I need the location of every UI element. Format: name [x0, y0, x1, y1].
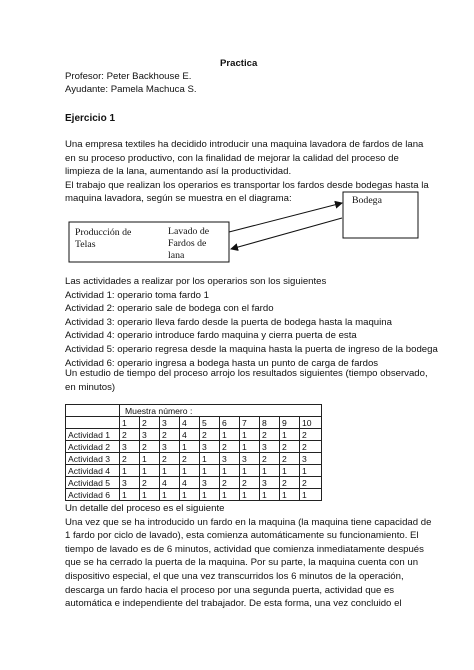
column-header: 3	[160, 417, 180, 429]
column-header: 6	[220, 417, 240, 429]
column-header: 2	[140, 417, 160, 429]
table-columns-row	[66, 417, 322, 429]
table-cell: 3	[260, 477, 280, 489]
activity-item: Actividad 3: operario lleva fardo desde la puerta de bodega hasta la maquina	[65, 316, 392, 328]
assistant-line: Ayudante: Pamela Machuca S.	[65, 84, 197, 95]
detail-line: 1 fardo por ciclo de lavado), esta comienza automáticamente su funcionamiento. El	[65, 530, 419, 542]
activity-item: Actividad 6: operario ingresa a bodega hasta un punto de carga de fardos	[65, 357, 379, 369]
table-cell: 1	[180, 489, 200, 501]
table-cell: 3	[200, 441, 220, 453]
table-cell: 4	[180, 429, 200, 441]
column-header: 5	[200, 417, 220, 429]
production-label	[75, 227, 131, 251]
intro-line: en su proceso productivo, con la finalidad de mejorar la calidad del proceso de	[65, 152, 399, 164]
table-cell: 4	[160, 477, 180, 489]
table-cell: 1	[180, 441, 200, 453]
table-row	[66, 429, 322, 441]
column-header: 8	[260, 417, 280, 429]
table-cell: 2	[300, 477, 322, 489]
table-cell: 1	[220, 489, 240, 501]
table-cell: 2	[200, 429, 220, 441]
column-header: 7	[240, 417, 260, 429]
table-row	[66, 465, 322, 477]
intro-line: maquina lavadora, según se muestra en el diagrama:	[65, 193, 292, 205]
table-cell: 1	[220, 465, 240, 477]
table-cell: 1	[280, 465, 300, 477]
row-label: Actividad 4	[66, 465, 120, 477]
row-label: Actividad 6	[66, 489, 120, 501]
column-header: 1	[120, 417, 140, 429]
activity-item: Actividad 1: operario toma fardo 1	[65, 289, 209, 301]
table-header: Muestra número :	[120, 405, 322, 417]
activity-item: Actividad 5: operario regresa desde la maquina hasta la puerta de ingreso de la bodega	[65, 343, 438, 355]
study-intro	[65, 367, 428, 394]
table-header-row	[66, 405, 322, 417]
time-study-table	[65, 404, 322, 501]
row-label: Actividad 1	[66, 429, 120, 441]
table-cell: 2	[260, 429, 280, 441]
table-cell: 1	[120, 465, 140, 477]
table-cell: 1	[220, 429, 240, 441]
table-cell: 1	[300, 489, 322, 501]
table-cell: 2	[140, 477, 160, 489]
table-cell: 2	[220, 441, 240, 453]
detail-intro: Un detalle del proceso es el siguiente	[65, 503, 225, 514]
table-cell: 1	[240, 441, 260, 453]
washing-label-line: lana	[168, 250, 185, 261]
intro-line: Una empresa textiles ha decidido introducir una maquina lavadora de fardos de lana	[65, 139, 424, 150]
detail-line: tiempo de lavado es de 6 minutos, actividad que comienza inmediatamente después	[65, 543, 424, 555]
table-cell: 1	[240, 489, 260, 501]
table-cell: 1	[180, 465, 200, 477]
study-intro-line: en minutos)	[65, 381, 116, 393]
row-label: Actividad 2	[66, 441, 120, 453]
production-label-line: Telas	[75, 239, 96, 250]
table-cell: 2	[220, 477, 240, 489]
column-header: 9	[280, 417, 300, 429]
activities-intro: Las actividades a realizar por los operarios son los siguientes	[65, 276, 327, 287]
table-cell: 1	[260, 465, 280, 477]
table-cell: 2	[120, 429, 140, 441]
washing-label-line: Fardos de	[168, 238, 207, 249]
table-cell: 1	[160, 465, 180, 477]
table-cell: 1	[140, 453, 160, 465]
bodega-label: Bodega	[352, 195, 382, 206]
table-cell: 2	[280, 477, 300, 489]
table-cell: 1	[280, 429, 300, 441]
table-cell: 2	[300, 429, 322, 441]
table-cell: 3	[120, 441, 140, 453]
table-cell: 1	[200, 453, 220, 465]
table-cell: 3	[220, 453, 240, 465]
table-row	[66, 453, 322, 465]
table-cell: 3	[200, 477, 220, 489]
table-cell: 1	[260, 489, 280, 501]
table-cell: 1	[240, 429, 260, 441]
detail-line: automática e independiente del trabajador. De esta forma, una vez concluido el	[65, 598, 402, 610]
intro-line: limpieza de la lana, aumentando así la productividad.	[65, 166, 292, 178]
table-cell: 1	[140, 489, 160, 501]
row-label: Actividad 5	[66, 477, 120, 489]
table-row	[66, 477, 322, 489]
arrow-to-bodega	[229, 203, 342, 232]
table-row	[66, 441, 322, 453]
table-cell: 4	[180, 477, 200, 489]
detail-line: dispositivo especial, el que una vez transcurridos los 6 minutos de la operación,	[65, 570, 404, 582]
table-cell: 2	[240, 477, 260, 489]
table-cell: 2	[120, 453, 140, 465]
activity-item: Actividad 4: operario introduce fardo maquina y cierra puerta de esta	[65, 330, 357, 342]
table-cell: 3	[260, 441, 280, 453]
table-cell: 3	[160, 441, 180, 453]
table-cell: 1	[200, 489, 220, 501]
professor-line: Profesor: Peter Backhouse E.	[65, 71, 192, 82]
table-cell: 1	[280, 489, 300, 501]
process-diagram	[0, 0, 474, 290]
table-cell: 2	[260, 453, 280, 465]
detail-line: que se ha cerrado la puerta de la maquina. Por su parte, la maquina cuenta con un	[65, 557, 419, 569]
activity-item: Actividad 2: operario sale de bodega con el fardo	[65, 303, 274, 315]
table-cell: 2	[300, 441, 322, 453]
arrow-to-machine	[231, 218, 342, 249]
table-cell: 2	[140, 441, 160, 453]
table-body	[66, 429, 322, 501]
exercise-heading: Ejercicio 1	[65, 113, 116, 124]
table-cell: 2	[280, 441, 300, 453]
table-cell: 1	[240, 465, 260, 477]
washing-label-line: Lavado de	[168, 226, 210, 237]
row-label: Actividad 3	[66, 453, 120, 465]
table-cell: 3	[240, 453, 260, 465]
column-header: 4	[180, 417, 200, 429]
table-cell: 1	[300, 465, 322, 477]
production-label-line: Producción de	[75, 227, 132, 238]
table-row	[66, 489, 322, 501]
table-cell: 1	[120, 489, 140, 501]
table-cell: 1	[140, 465, 160, 477]
table-cell: 2	[280, 453, 300, 465]
detail-line: descarga un fardo hacia el proceso por una segunda puerta, actividad que es	[65, 584, 395, 596]
table-cell: 3	[120, 477, 140, 489]
detail-section	[65, 502, 431, 611]
page-title: Practica	[220, 58, 258, 69]
washing-label	[168, 226, 209, 262]
table-cell: 2	[160, 429, 180, 441]
table-cell: 2	[160, 453, 180, 465]
table-cell: 2	[180, 453, 200, 465]
detail-line: Una vez que se ha introducido un fardo en la maquina (la maquina tiene capacidad de	[65, 516, 432, 528]
study-intro-line: Un estudio de tiempo del proceso arrojo los resultados siguientes (tiempo observado,	[65, 368, 428, 379]
table-cell: 1	[160, 489, 180, 501]
column-header: 10	[300, 417, 322, 429]
table-cell: 1	[200, 465, 220, 477]
intro-line: El trabajo que realizan los operarios es transportar los fardos desde bodegas hasta la	[65, 179, 429, 191]
table-cell: 3	[300, 453, 322, 465]
activities-section	[65, 275, 438, 370]
table-cell: 3	[140, 429, 160, 441]
